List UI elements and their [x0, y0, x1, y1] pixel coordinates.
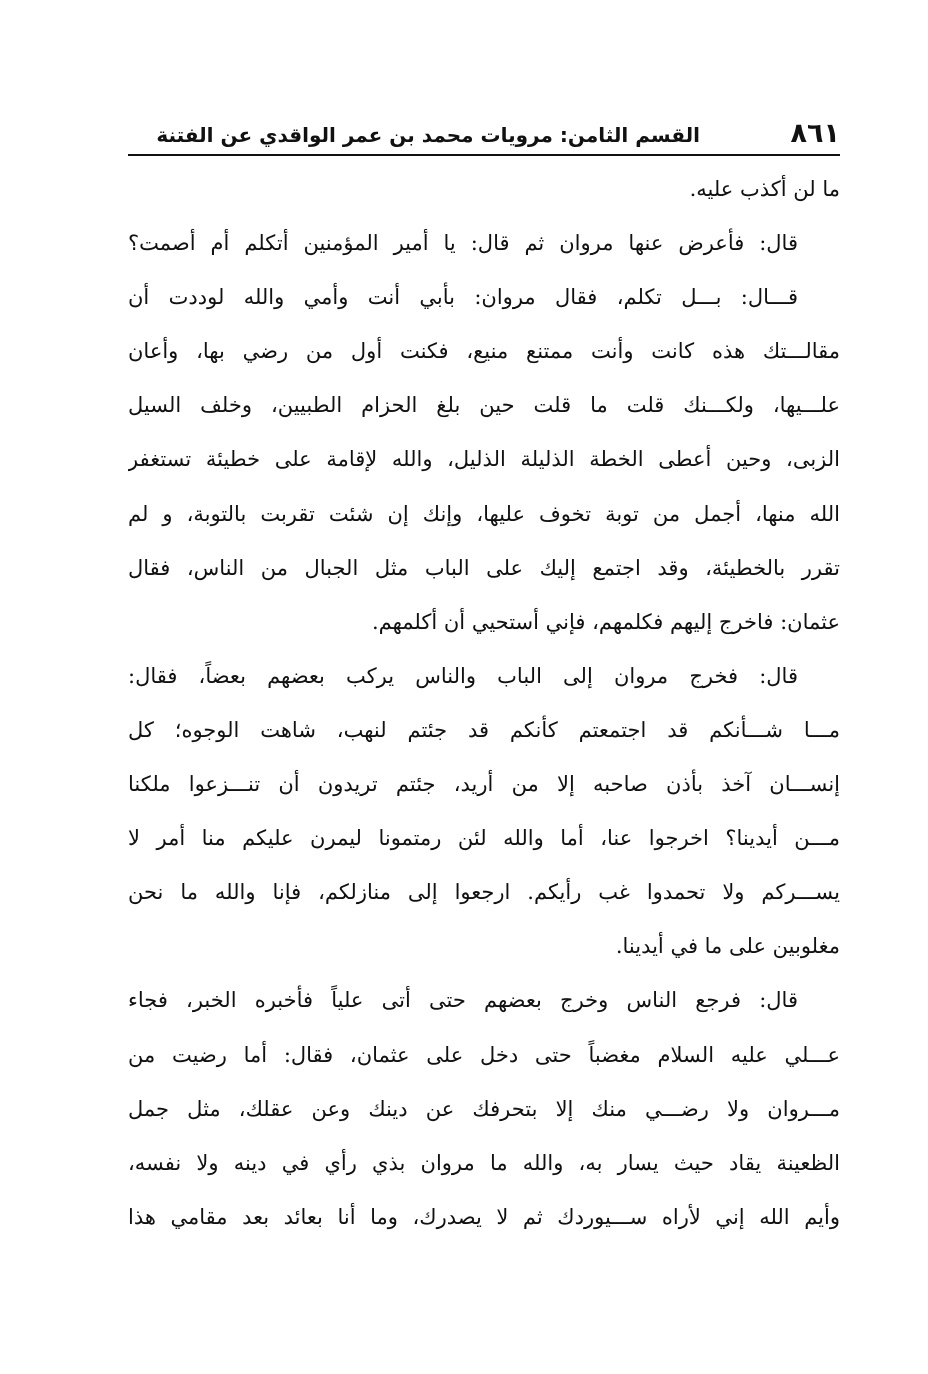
- text-line: وأيم الله إني لأراه ســـيوردك ثم لا يصدرك، وما أنا بعائد بعد مقامي هذا: [128, 1204, 840, 1229]
- text-line: تقرر بالخطيئة، وقد اجتمع إليك على الباب مثل الجبال من الناس، فقال: [128, 555, 840, 580]
- paragraph-first-line: قال: فأعرض عنها مروان ثم قال: يا أمير المؤمنين أتكلم أم أصمت؟: [128, 231, 798, 256]
- body-text: [128, 162, 840, 1244]
- text-line: عـــلي عليه السلام مغضباً حتى دخل على عثمان، فقال: أما رضيت من: [128, 1042, 840, 1067]
- paragraph-first-line: قال: فرجع الناس وخرج بعضهم حتى أتى علياً فأخبره الخبر، فجاء: [128, 988, 798, 1013]
- paragraph-first-line: قال: فخرج مروان إلى الباب والناس يركب بعضهم بعضاً، فقال:: [128, 663, 798, 688]
- text-line: مـــروان ولا رضـــي منك إلا بتحرفك عن دينك وعن عقلك، مثل جمل: [128, 1096, 840, 1121]
- text-line: عثمان: فاخرج إليهم فكلمهم، فإني أستحيي أن أكلمهم.: [371, 609, 840, 634]
- text-line: الزبى، وحين أعطى الخطة الذليلة الذليل، والله لإقامة على خطيئة تستغفر: [128, 447, 840, 472]
- page-number: ٨٦١: [790, 118, 840, 149]
- text-line: الله منها، أجمل من توبة تخوف عليها، وإنك إن شئت تقربت بالتوبة، و لم: [128, 501, 840, 526]
- running-title: القسم الثامن: مرويات محمد بن عمر الواقدي عن الفتنة: [156, 123, 700, 147]
- text-line: مغلوبين على ما في أيدينا.: [615, 934, 840, 959]
- header-divider: [128, 154, 840, 156]
- text-line: الظعينة يقاد حيث يسار به، والله ما مروان بذي رأي في دينه ولا نفسه،: [128, 1150, 840, 1175]
- text-line: علـــيها، ولكـــنك قلت ما قلت حين بلغ الحزام الطبيين، وخلف السيل: [128, 393, 840, 418]
- text-line: مـــن أيدينا؟ اخرجوا عنا، أما والله لئن رمتمونا ليمرن عليكم منا أمر لا: [128, 826, 840, 851]
- text-line: يســـركم ولا تحمدوا غب رأيكم. ارجعوا إلى منازلكم، فإنا والله ما نحن: [128, 880, 840, 905]
- text-line: ما لن أكذب عليه.: [689, 177, 840, 201]
- page-header: [128, 116, 840, 154]
- paragraph-first-line: قـــال: بـــل تكلم، فقال مروان: بأبي أنت وأمي والله لوددت أن: [128, 285, 798, 310]
- text-line: مقالـــتك هذه كانت وأنت ممتنع منيع، فكنت أول من رضي بها، وأعان: [128, 339, 840, 364]
- text-line: مـــا شـــأنكم قد اجتمعتم كأنكم قد جئتم لنهب، شاهت الوجوه؛ كل: [128, 717, 840, 742]
- text-line: إنســـان آخذ بأذن صاحبه إلا من أريد، جئتم تريدون أن تنـــزعوا ملكنا: [128, 772, 840, 797]
